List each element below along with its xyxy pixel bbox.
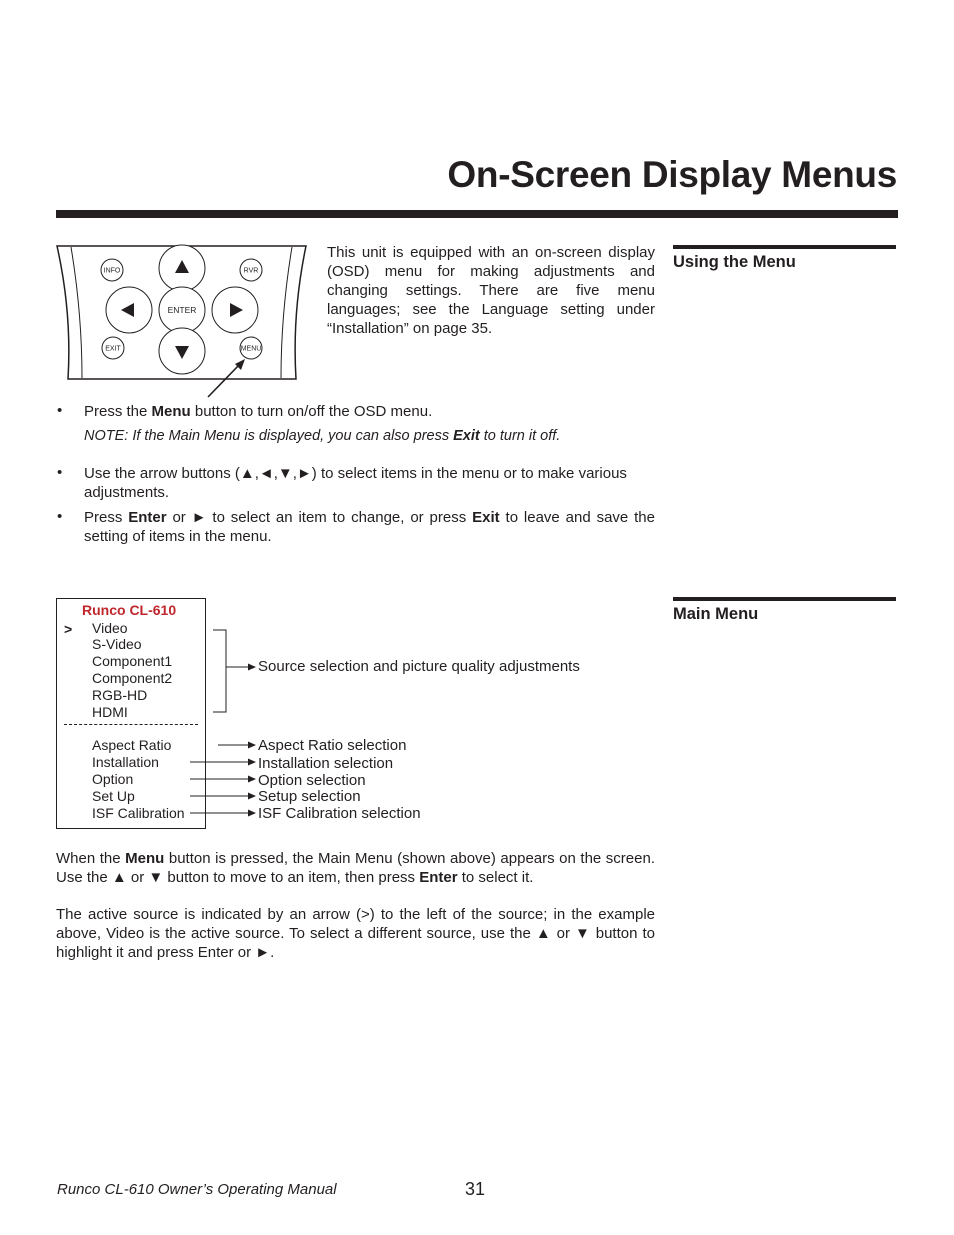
rvr-button bbox=[240, 259, 262, 281]
menu-item-aspect-ratio: Aspect Ratio bbox=[92, 737, 172, 753]
callout-setup: Setup selection bbox=[258, 788, 361, 805]
page-title: On-Screen Display Menus bbox=[447, 154, 897, 195]
remote-control-illustration bbox=[54, 243, 310, 403]
down-arrow-button bbox=[159, 328, 205, 374]
active-source-marker: > bbox=[64, 621, 73, 637]
note-exit: NOTE: If the Main Menu is displayed, you can also press Exit to turn it off. bbox=[84, 428, 561, 444]
bullet-arrow-buttons: Use the arrow buttons (▲,◄,▼,►) to select items in the menu or to make various adjustments. bbox=[84, 465, 627, 501]
heading-main-menu: Main Menu bbox=[673, 605, 759, 623]
pointer-arrow-icon bbox=[208, 359, 245, 397]
title-rule bbox=[56, 210, 898, 218]
bullet-marker: • bbox=[57, 402, 63, 419]
up-arrow-button bbox=[159, 245, 205, 291]
menu-source-video: Video bbox=[92, 620, 128, 636]
source-bracket bbox=[213, 630, 226, 712]
rvr-button-label: RVR bbox=[243, 267, 259, 275]
menu-item-option: Option bbox=[92, 771, 134, 787]
menu-button bbox=[240, 337, 262, 359]
bullet-enter-exit: Press Enter or ► to select an item to change, or press Exit to leave and save the setting of items in the menu. bbox=[84, 509, 655, 545]
footer-manual-title: Runco CL-610 Owner’s Operating Manual bbox=[57, 1181, 337, 1198]
paragraph-active-source: The active source is indicated by an arrow (>) to the left of the source; in the example above, Video is the active source. To select a different source, use the ▲ or ▼ button to highlight it and press Enter or ►. bbox=[56, 906, 655, 961]
menu-source-component1: Component1 bbox=[92, 653, 173, 669]
menu-item-set-up: Set Up bbox=[92, 788, 135, 804]
exit-button bbox=[102, 337, 124, 359]
left-arrow-button bbox=[106, 287, 152, 333]
menu-divider bbox=[64, 724, 198, 725]
bullet-marker: • bbox=[57, 508, 63, 525]
menu-source-hdmi: HDMI bbox=[92, 704, 128, 720]
page-number: 31 bbox=[465, 1179, 486, 1199]
callout-isf-calibration: ISF Calibration selection bbox=[258, 805, 421, 822]
using-menu-rule bbox=[673, 245, 896, 249]
enter-button-label: ENTER bbox=[167, 305, 197, 315]
callout-connectors bbox=[186, 620, 258, 830]
info-button-label: INFO bbox=[103, 267, 121, 275]
info-button bbox=[101, 259, 123, 281]
paragraph-menu-button: When the Menu button is pressed, the Main Menu (shown above) appears on the screen. Use the ▲ or ▼ button to move to an item, then press Enter to select it. bbox=[56, 850, 655, 886]
callout-installation: Installation selection bbox=[258, 755, 394, 772]
menu-item-isf-calibration: ISF Calibration bbox=[92, 805, 185, 821]
menu-source-rgb-hd: RGB-HD bbox=[92, 687, 148, 703]
menu-button-label: MENU bbox=[240, 345, 262, 353]
heading-using-the-menu: Using the Menu bbox=[673, 253, 796, 271]
intro-paragraph: This unit is equipped with an on-screen display (OSD) menu for making adjustments and changing settings. There are five menu languages; see the Language setting under “Installation” on page 35. bbox=[327, 244, 655, 337]
bullet-marker: • bbox=[57, 464, 63, 481]
exit-button-label: EXIT bbox=[105, 345, 121, 353]
enter-button bbox=[159, 287, 205, 333]
menu-source-component2: Component2 bbox=[92, 670, 173, 686]
menu-source-s-video: S-Video bbox=[92, 636, 142, 652]
callout-aspect-ratio: Aspect Ratio selection bbox=[258, 737, 407, 754]
callout-option: Option selection bbox=[258, 772, 366, 789]
osd-menu-title: Runco CL-610 bbox=[82, 602, 177, 618]
menu-item-installation: Installation bbox=[92, 754, 159, 770]
main-menu-rule bbox=[673, 597, 896, 601]
right-arrow-button bbox=[212, 287, 258, 333]
bullet-menu-toggle: Press the Menu button to turn on/off the OSD menu. bbox=[84, 403, 433, 420]
callout-source: Source selection and picture quality adjustments bbox=[258, 658, 580, 675]
